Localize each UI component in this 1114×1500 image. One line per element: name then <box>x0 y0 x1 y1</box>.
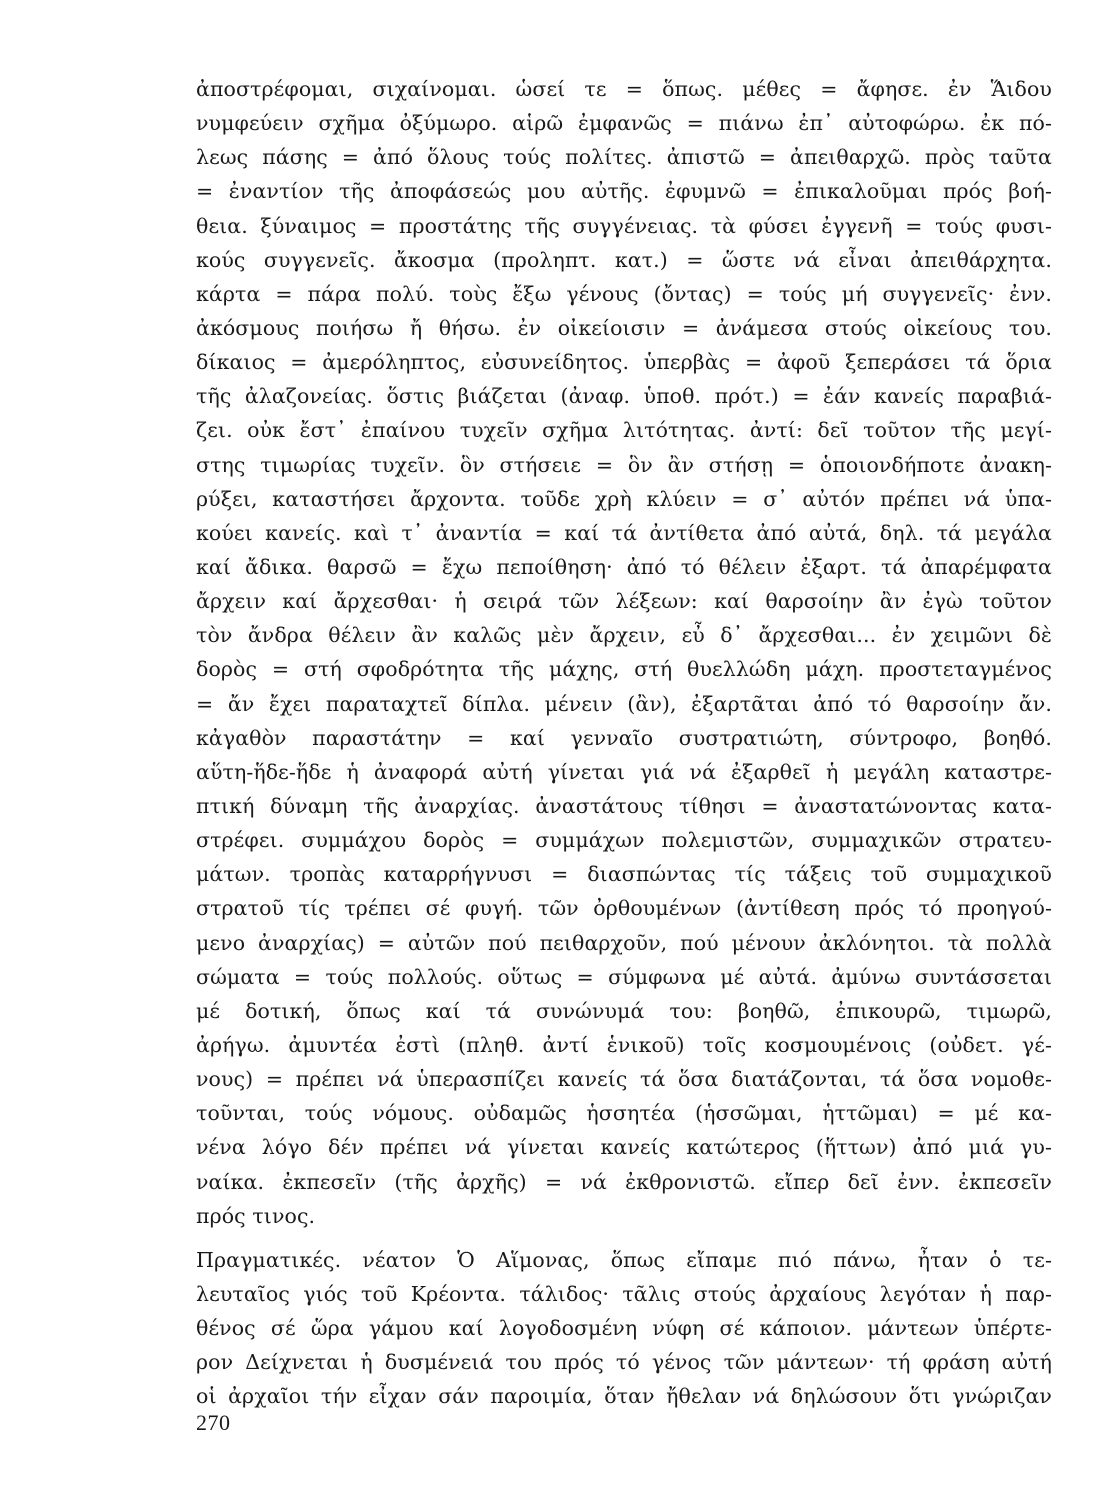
text-line: δορὸς = στή σφοδρότητα τῆς μάχης, στή θυελλώδη μάχη. προστεταγμένος <box>196 657 1052 682</box>
text-line: = ἐναντίον τῆς ἀποφάσεώς μου αὐτῆς. ἐφυμνῶ = ἐπικαλοῦμαι πρός βοή- <box>196 179 1052 204</box>
text-line: λεως πάσης = ἀπό ὅλους τούς πολίτες. ἀπιστῶ = ἀπειθαρχῶ. πρὸς ταῦτα <box>196 145 1052 170</box>
text-line: τὸν ἄνδρα θέλειν ἂν καλῶς μὲν ἄρχειν, εὖ δ᾿ ἄρχεσθαι... ἐν χειμῶνι δὲ <box>196 623 1052 648</box>
text-line: αὕτη-ἥδε-ἥδε ἡ ἀναφορά αὐτή γίνεται γιά νά ἐξαρθεῖ ἡ μεγάλη καταστρε- <box>196 759 1052 784</box>
text-line: κούς συγγενεῖς. ἄκοσμα (προληπτ. κατ.) = ὥστε νά εἶναι ἀπειθάρχητα. <box>196 247 1052 272</box>
text-line: ἀρήγω. ἀμυντέα ἐστὶ (πληθ. ἀντί ἑνικοῦ) τοῖς κοσμουμένοις (οὐδετ. γέ- <box>196 1032 1052 1057</box>
paragraph-gap <box>196 1233 1052 1243</box>
text-line: = ἄν ἔχει παραταχτεῖ δίπλα. μένειν (ἂν), ἐξαρτᾶται ἀπό τό θαρσοίην ἄν. <box>196 691 1052 716</box>
text-line: τῆς ἀλαζονείας. ὅστις βιάζεται (ἀναφ. ὑποθ. πρότ.) = ἐάν κανείς παραβιά- <box>196 384 1052 409</box>
commentary-text <box>196 72 1052 1413</box>
text-line: Πραγματικές. νέατον Ὁ Αἵμονας, ὅπως εἴπαμε πιό πάνω, ἦταν ὁ τε- <box>196 1247 1052 1272</box>
text-line: μάτων. τροπὰς καταρρήγνυσι = διασπώντας τίς τάξεις τοῦ συμμαχικοῦ <box>196 862 1052 887</box>
text-line: μενο ἀναρχίας) = αὐτῶν πού πειθαρχοῦν, πού μένουν ἀκλόνητοι. τὰ πολλὰ <box>196 930 1052 955</box>
text-line: λευταῖος γιός τοῦ Κρέοντα. τάλιδος· τᾶλις στούς ἀρχαίους λεγόταν ἡ παρ- <box>196 1281 1052 1306</box>
text-line: οἱ ἀρχαῖοι τήν εἶχαν σάν παροιμία, ὅταν ἤθελαν νά δηλώσουν ὅτι γνώριζαν <box>196 1384 1052 1409</box>
text-line: νυμφεύειν σχῆμα ὀξύμωρο. αἱρῶ ἐμφανῶς = πιάνω ἐπ᾿ αὐτοφώρω. ἐκ πό- <box>196 111 1052 136</box>
text-line: καί ἄδικα. θαρσῶ = ἔχω πεποίθηση· ἀπό τό θέλειν ἐξαρτ. τά ἀπαρέμφατα <box>196 554 1052 579</box>
text-line: πτική δύναμη τῆς ἀναρχίας. ἀναστάτους τίθησι = ἀναστατώνοντας κατα- <box>196 793 1052 818</box>
text-line: τοῦνται, τούς νόμους. οὐδαμῶς ἡσσητέα (ἡσσῶμαι, ἡττῶμαι) = μέ κα- <box>196 1101 1052 1126</box>
text-line: νένα λόγο δέν πρέπει νά γίνεται κανείς κατώτερος (ἥττων) ἀπό μιά γυ- <box>196 1135 1052 1160</box>
text-line: ρον Δείχνεται ἡ δυσμένειά του πρός τό γένος τῶν μάντεων· τή φράση αὐτή <box>196 1350 1052 1375</box>
text-line: πρός τινος. <box>196 1203 316 1228</box>
text-line: νους) = πρέπει νά ὑπερασπίζει κανείς τά ὅσα διατάζονται, τά ὅσα νομοθε- <box>196 1067 1052 1092</box>
text-line: ἀποστρέφομαι, σιχαίνομαι. ὡσεί τε = ὅπως. μέθες = ἄφησε. ἐν Ἅιδου <box>196 77 1052 101</box>
text-line: μέ δοτική, ὅπως καί τά συνώνυμά του: βοηθῶ, ἐπικουρῶ, τιμωρῶ, <box>196 998 1052 1023</box>
text-line: ναίκα. ἐκπεσεῖν (τῆς ἀρχῆς) = νά ἐκθρονιστῶ. εἴπερ δεῖ ἐνν. ἐκπεσεῖν <box>196 1169 1052 1194</box>
text-line: κάρτα = πάρα πολύ. τοὺς ἔξω γένους (ὄντας) = τούς μή συγγενεῖς· ἐνν. <box>196 281 1052 306</box>
text-line: ἄρχειν καί ἄρχεσθαι· ἡ σειρά τῶν λέξεων: καί θαρσοίην ἂν ἐγὼ τοῦτον <box>196 589 1052 614</box>
text-line: θεια. ξύναιμος = προστάτης τῆς συγγένειας. τὰ φύσει ἐγγενῆ = τούς φυσι- <box>196 213 1052 238</box>
text-line: στρέφει. συμμάχου δορὸς = συμμάχων πολεμιστῶν, συμμαχικῶν στρατευ- <box>196 828 1052 853</box>
text-line: θένος σέ ὥρα γάμου καί λογοδοσμένη νύφη σέ κάποιον. μάντεων ὑπέρτε- <box>196 1316 1052 1341</box>
text-line: στης τιμωρίας τυχεῖν. ὃν στήσειε = ὃν ἂν στήσῃ = ὁποιονδήποτε ἀνακη- <box>196 452 1052 477</box>
text-line: ρύξει, καταστήσει ἄρχοντα. τοῦδε χρὴ κλύειν = σ᾿ αὐτόν πρέπει νά ὑπα- <box>196 486 1052 511</box>
text-line: κούει κανείς. καὶ τ᾿ ἀναντία = καί τά ἀντίθετα ἀπό αὐτά, δηλ. τά μεγάλα <box>196 520 1052 545</box>
page-number: 270 <box>196 1410 231 1435</box>
text-line: σώματα = τούς πολλούς. οὕτως = σύμφωνα μέ αὐτά. ἀμύνω συντάσσεται <box>196 964 1052 989</box>
text-line: ζει. οὐκ ἔστ᾿ ἐπαίνου τυχεῖν σχῆμα λιτότητας. ἀντί: δεῖ τοῦτον τῆς μεγί- <box>196 418 1052 443</box>
text-line: κἀγαθὸν παραστάτην = καί γενναῖο συστρατιώτη, σύντροφο, βοηθό. <box>196 725 1052 750</box>
text-line: ἀκόσμους ποιήσω ἤ θήσω. ἐν οἰκείοισιν = ἀνάμεσα στούς οἰκείους του. <box>196 315 1052 340</box>
text-line: στρατοῦ τίς τρέπει σέ φυγή. τῶν ὀρθουμένων (ἀντίθεση πρός τό προηγού- <box>196 896 1052 921</box>
text-line: δίκαιος = ἀμερόληπτος, εὐσυνείδητος. ὑπερβὰς = ἀφοῦ ξεπεράσει τά ὅρια <box>196 350 1052 375</box>
